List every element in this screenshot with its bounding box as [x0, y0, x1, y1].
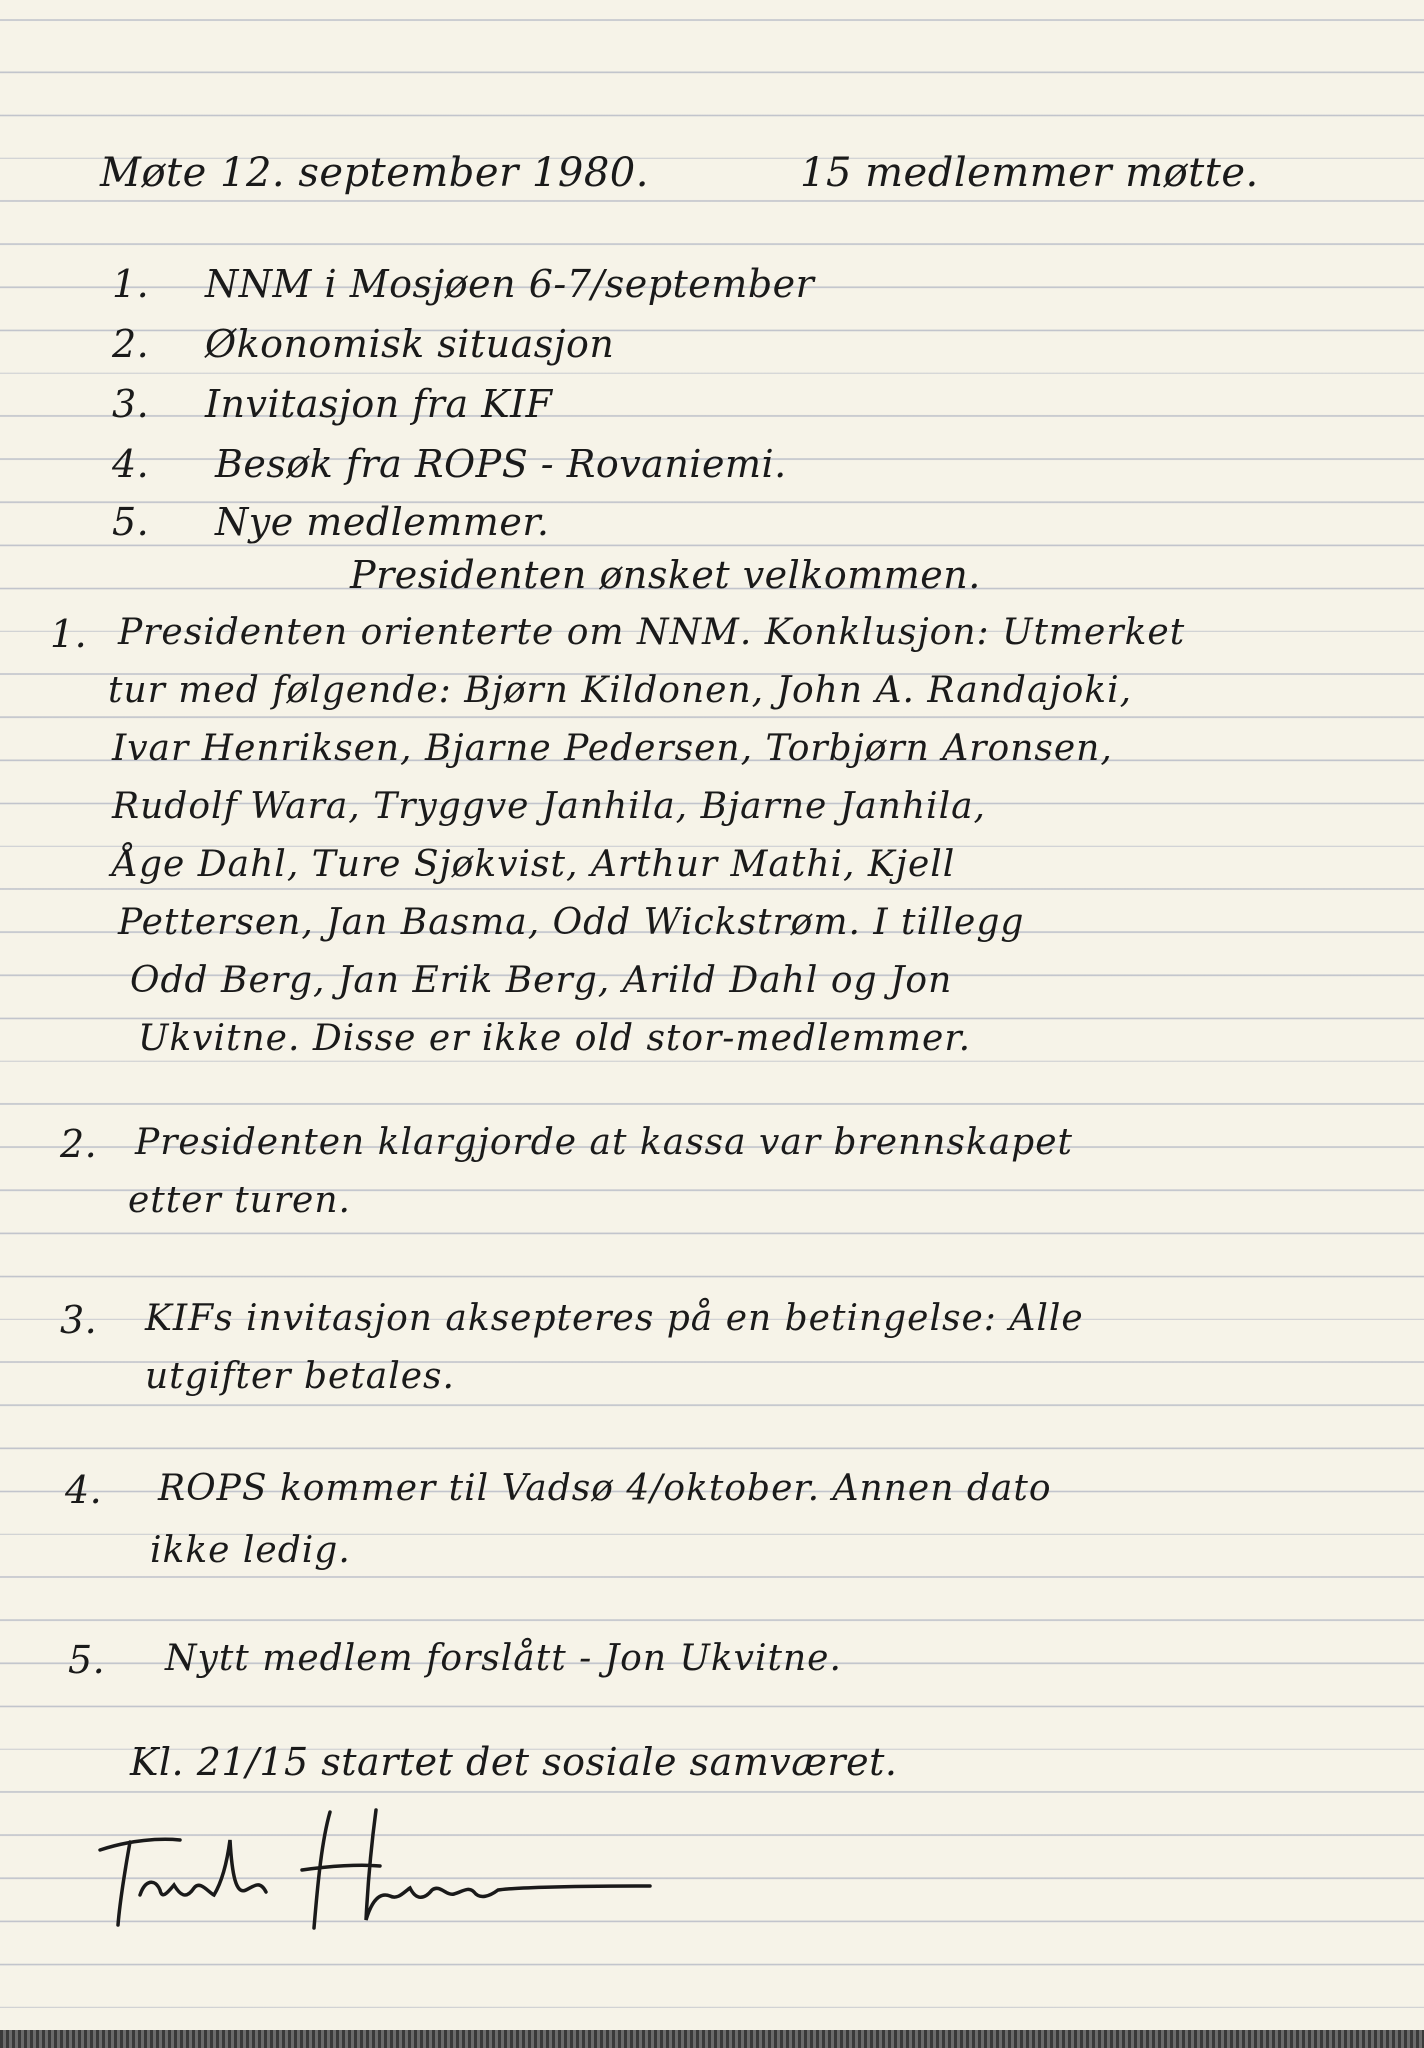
agenda-item-text: NNM i Mosjøen 6-7/september — [205, 262, 815, 306]
item-line: ikke ledig. — [150, 1530, 351, 1571]
item-line: Rudolf Wara, Tryggve Janhila, Bjarne Janhila, — [112, 786, 986, 827]
agenda-item-text: Økonomisk situasjon — [205, 322, 615, 366]
item-number: 5. — [68, 1638, 106, 1682]
item-number: 1. — [50, 612, 88, 656]
attendance-note: 15 medlemmer møtte. — [800, 150, 1259, 196]
welcome-line: Presidenten ønsket velkommen. — [350, 553, 981, 597]
item-line: Ivar Henriksen, Bjarne Pedersen, Torbjørn Aronsen, — [112, 728, 1113, 769]
item-number: 4. — [65, 1468, 103, 1512]
agenda-item-num: 2. — [112, 322, 150, 366]
agenda-item-text: Nye medlemmer. — [215, 500, 550, 544]
agenda-item-num: 1. — [112, 262, 150, 306]
item-line: KIFs invitasjon aksepteres på en betingelse: Alle — [145, 1298, 1084, 1339]
agenda-item-num: 5. — [112, 500, 150, 544]
item-line: Nytt medlem forslått - Jon Ukvitne. — [165, 1638, 842, 1679]
signature — [90, 1800, 730, 1940]
item-line: tur med følgende: Bjørn Kildonen, John A. Randajoki, — [108, 670, 1133, 711]
agenda-item-num: 4. — [112, 442, 150, 486]
page-edge — [0, 2030, 1424, 2048]
item-line: Presidenten klargjorde at kassa var brennskapet — [135, 1122, 1073, 1163]
item-line: Presidenten orienterte om NNM. Konklusjon: Utmerket — [118, 612, 1186, 653]
item-number: 2. — [60, 1122, 98, 1166]
agenda-item-text: Besøk fra ROPS - Rovaniemi. — [215, 442, 787, 486]
item-line: Ukvitne. Disse er ikke old stor-medlemmer. — [138, 1018, 972, 1059]
item-line: etter turen. — [128, 1180, 351, 1221]
item-line: Åge Dahl, Ture Sjøkvist, Arthur Mathi, Kjell — [112, 844, 956, 885]
item-line: Odd Berg, Jan Erik Berg, Arild Dahl og Jon — [130, 960, 953, 1001]
item-line: utgifter betales. — [145, 1356, 455, 1397]
agenda-item-num: 3. — [112, 382, 150, 426]
closing-note: Kl. 21/15 startet det sosiale samværet. — [130, 1740, 898, 1784]
meeting-date: Møte 12. september 1980. — [100, 150, 649, 196]
item-line: ROPS kommer til Vadsø 4/oktober. Annen dato — [158, 1468, 1052, 1509]
agenda-item-text: Invitasjon fra KIF — [205, 382, 553, 426]
item-line: Pettersen, Jan Basma, Odd Wickstrøm. I tillegg — [118, 902, 1025, 943]
item-number: 3. — [60, 1298, 98, 1342]
